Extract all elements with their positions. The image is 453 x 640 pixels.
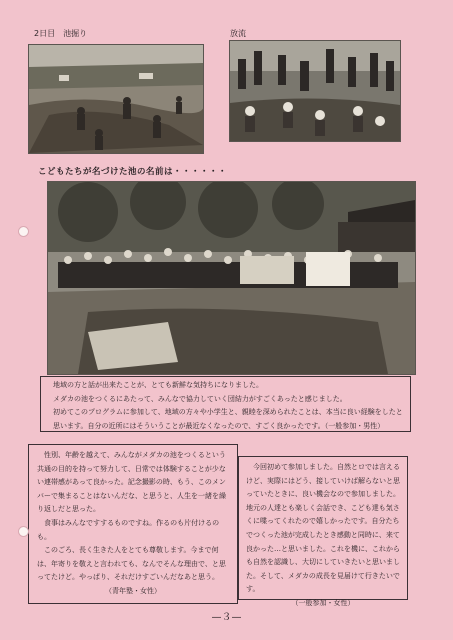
page-number: —３— — [211, 612, 242, 623]
binder-hole-bottom — [18, 526, 29, 537]
comment-1-line-2: メダカの池をつくるにあたって、みんなで協力していく団結力がすごくあったと感じました。 — [53, 394, 347, 403]
photo-group — [47, 181, 416, 375]
caption-pond-digging: 2日目 池掘り — [34, 29, 88, 38]
comment-2-signature: （青年塾・女性） — [105, 586, 161, 595]
comment-box-2 — [28, 444, 238, 604]
comment-2-para-1: 性別、年齢を越えて、みんながメダカの池をつくるという共通の目的を持って努力して、日常では体験することが少ない連帯感があって良かった。記念撮影の時、もう、このメンバーで集まることはないんだな、と思うと、人生を一緒を繰り返しだと思った。 — [37, 451, 226, 514]
comment-3-para-2: 地元の人達とも楽しく会話でき、こども達も気さくに喋ってくれたので嬉しかったです。自分たちでつくった池が完成したとき感動と同時に、来て良かった…と思いました。これを機に、これからも自然を認識し、大切にしていきたいと思いました。そして、メダカの成長を見届けて行きたいです。 — [246, 503, 400, 594]
comment-2-para-3: このごろ、長く生きた人をとても尊敬します。今まで何は、年寄りを敬えと言われても、なんでそんな理由で、と思ってたけど。やっぱり、それだけすごいんだなあと思う。 — [37, 546, 226, 582]
comment-2-para-2: 食事はみんなですするものですね。作るのも片付けるのも。 — [37, 518, 220, 541]
comment-box-1 — [40, 376, 411, 432]
photo-medaka-release — [229, 40, 401, 142]
comment-box-3 — [238, 456, 408, 607]
caption-release: 放流 — [230, 29, 246, 38]
comment-1-line-3: 初めてこのプログラムに参加して、地域の方々や小学生と、親睦を深められたことは、本当に良い経験をしたと思います。自分の近所にはそういうことが最近なくなったので、すごく良かったです。 — [53, 408, 403, 430]
photo-pond-digging — [28, 44, 204, 154]
pond-name-heading: こどもたちが名づけた池の名前は・・・・・・ — [38, 167, 228, 177]
binder-hole-top — [18, 226, 29, 237]
comment-3-para-1: 今回初めて参加しました。自然とロでは言えるけど、実際にはどう、接していけば解らないと思っていたときに、良い機会なので参加しました。 — [246, 463, 400, 499]
comment-1-line-1: 地域の方と話が出来たことが、とても新鮮な気持ちになりました。 — [53, 381, 263, 389]
comment-1-signature: （一般参加・男性） — [324, 421, 385, 430]
comment-3-signature: （一般参加・女性） — [291, 598, 355, 607]
